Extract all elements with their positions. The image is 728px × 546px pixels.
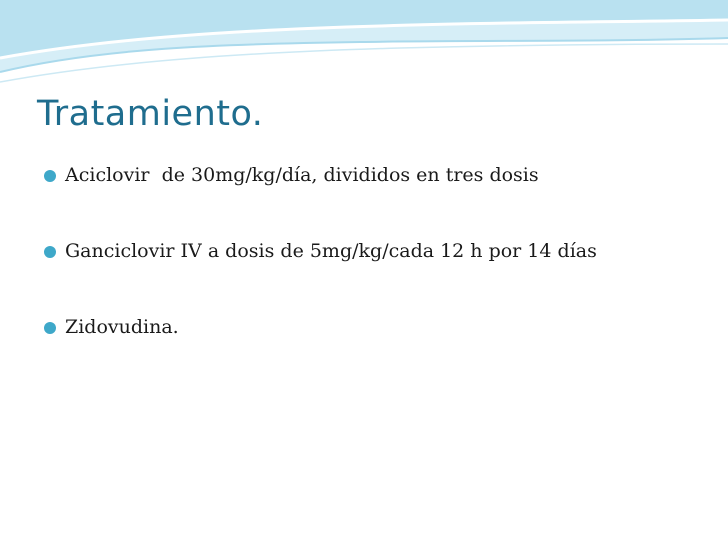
wave-header-decoration [0, 0, 728, 100]
circle-bullet-icon [44, 322, 56, 334]
circle-bullet-icon [44, 246, 56, 258]
list-item [44, 310, 714, 346]
bullet-text: Aciclovir de 30mg/kg/día, divididos en tres dosis [65, 164, 539, 186]
bullet-text: Ganciclovir IV a dosis de 5mg/kg/cada 12 h por 14 días [65, 240, 597, 262]
slide-title: Tratamiento. [37, 94, 264, 134]
list-item [44, 234, 714, 270]
circle-bullet-icon [44, 170, 56, 182]
bullet-text: Zidovudina. [65, 316, 179, 338]
list-item [44, 158, 714, 194]
bullet-list [44, 158, 714, 386]
